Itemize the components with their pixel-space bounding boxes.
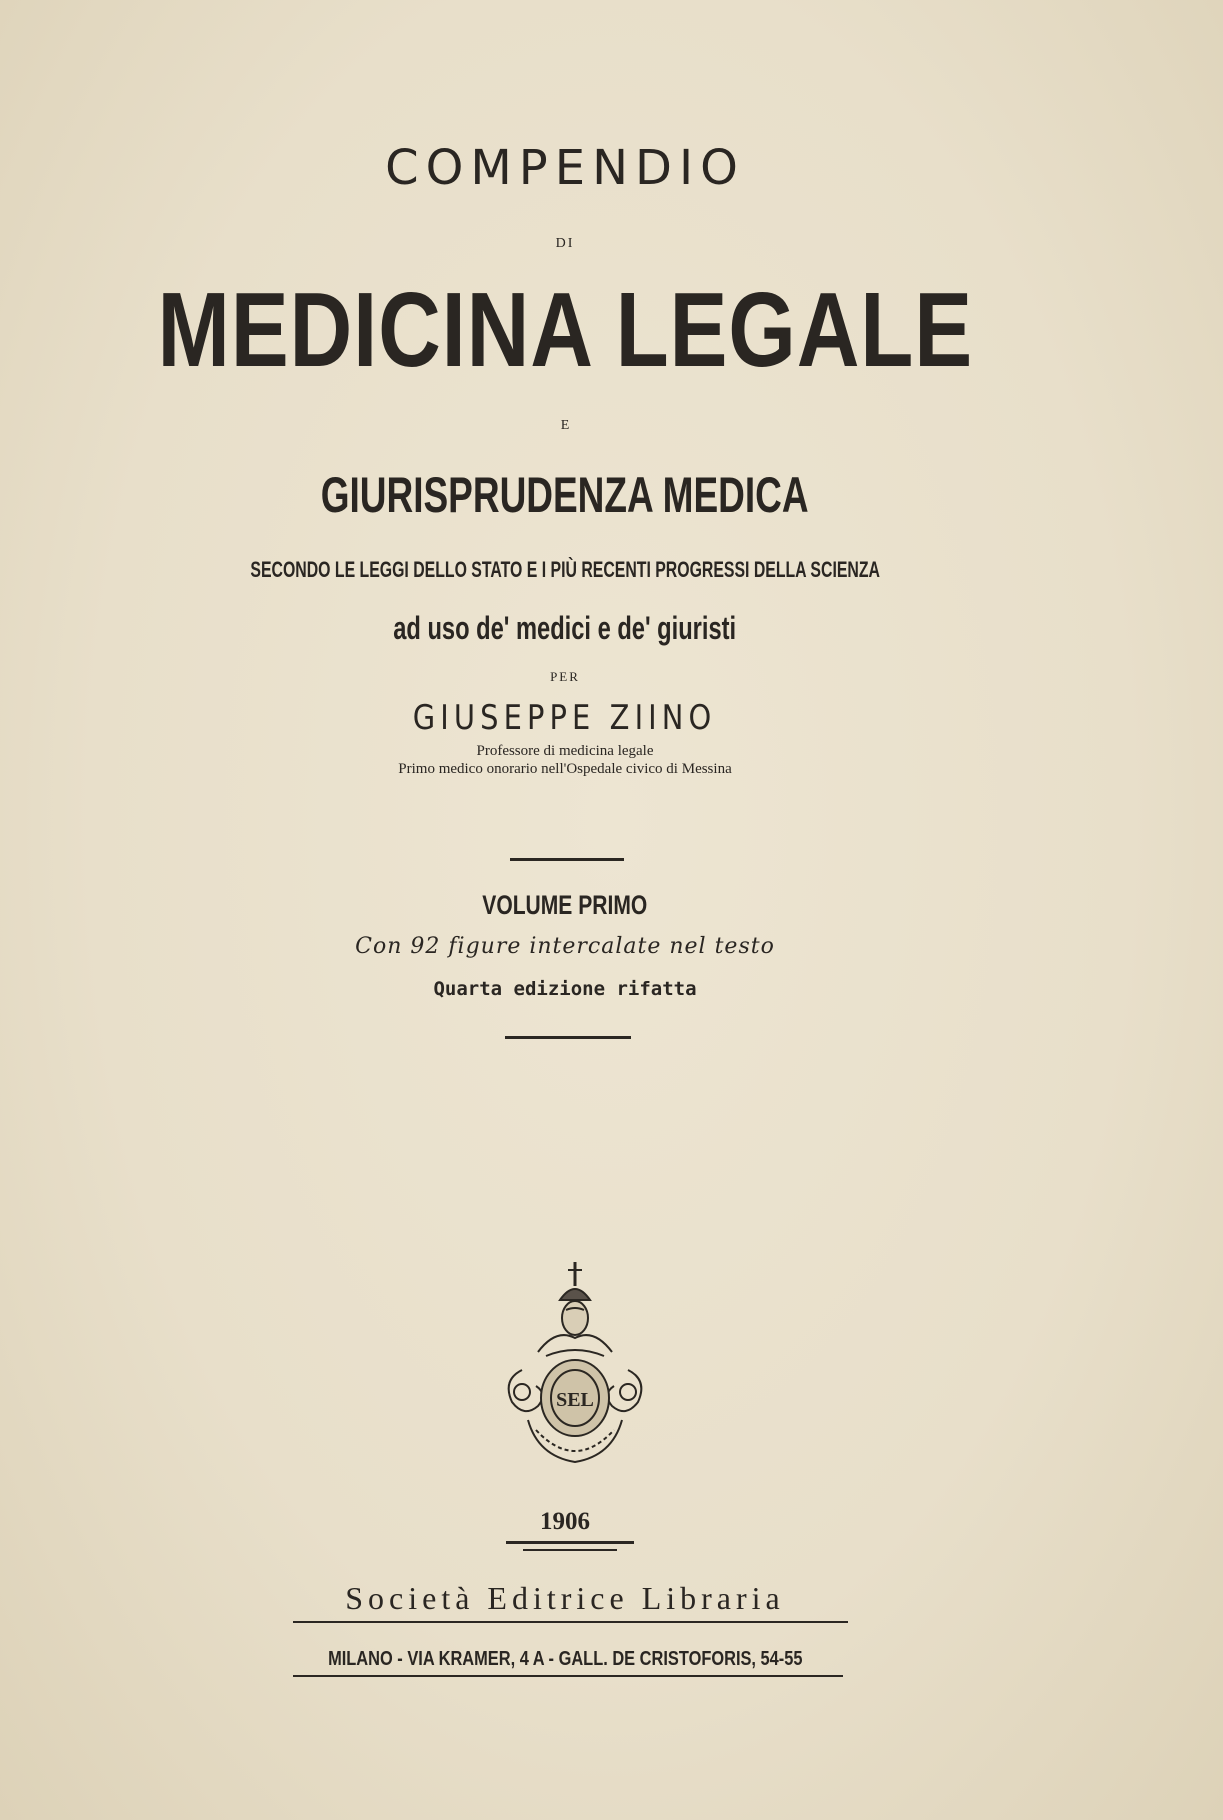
divider-rule: [510, 858, 624, 861]
publisher-address: MILANO - VIA KRAMER, 4 A - GALL. DE CRISTOFORIS, 54-55: [327, 1648, 803, 1670]
publication-year: 1906: [540, 1508, 590, 1535]
publisher-name: Società Editrice Libraria: [345, 1580, 785, 1616]
publisher-emblem-icon: [498, 1260, 652, 1466]
title-line-giurisprudenza: GIURISPRUDENZA MEDICA: [321, 467, 809, 523]
by-line: PER: [550, 669, 580, 684]
author-affiliation-1: Professore di medicina legale: [476, 743, 654, 759]
emblem-monogram: SEL: [556, 1389, 594, 1411]
figures-note: Con 92 figure intercalate nel testo: [355, 934, 775, 959]
divider-rule: [506, 1541, 634, 1544]
divider-rule: [293, 1675, 843, 1677]
title-connector-e: E: [560, 418, 570, 433]
audience-line: ad uso de' medici e de' giuristi: [393, 610, 737, 646]
volume-label: VOLUME PRIMO: [482, 890, 648, 920]
main-title: MEDICINA LEGALE: [157, 271, 973, 389]
divider-rule: [293, 1621, 848, 1623]
divider-rule: [523, 1549, 617, 1551]
divider-rule: [505, 1036, 631, 1039]
edition-note: Quarta edizione rifatta: [433, 978, 697, 1000]
title-connector-di: DI: [555, 236, 575, 251]
author-affiliation-2: Primo medico onorario nell'Ospedale civico di Messina: [398, 761, 732, 777]
title-line-compendio: COMPENDIO: [385, 140, 745, 196]
author-name: GIUSEPPE ZIINO: [413, 698, 717, 738]
subtitle: SECONDO LE LEGGI DELLO STATO E I PIÙ RECENTI PROGRESSI DELLA SCIENZA: [250, 557, 880, 582]
